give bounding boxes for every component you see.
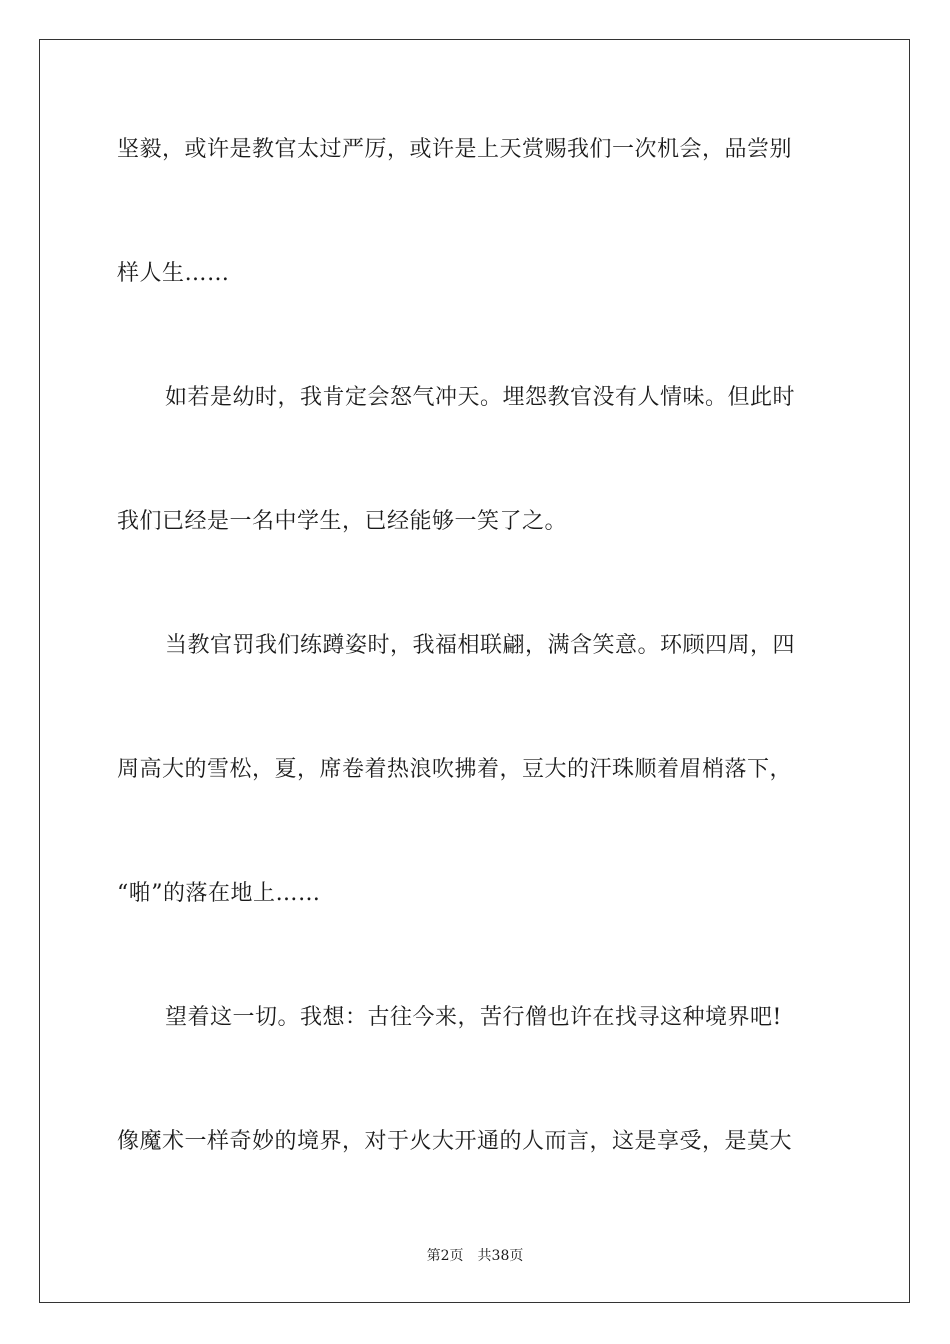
text-line-5: 当教官罚我们练蹲姿时，我福相联翩，满含笑意。环顾四周，四 [165, 633, 796, 658]
page-border [39, 39, 910, 1303]
text-line-9: 像魔术一样奇妙的境界，对于火大开通的人而言，这是享受，是莫大 [117, 1129, 793, 1154]
text-line-4: 我们已经是一名中学生，已经能够一笑了之。 [117, 509, 568, 534]
text-line-8: 望着这一切。我想：古往今来，苦行僧也许在找寻这种境界吧! [165, 1005, 782, 1030]
text-line-1: 坚毅，或许是教官太过严厉，或许是上天赏赐我们一次机会，品尝别 [117, 137, 793, 162]
text-line-6: 周高大的雪松，夏，席卷着热浪吹拂着，豆大的汗珠顺着眉梢落下， [117, 757, 793, 782]
text-line-3: 如若是幼时，我肯定会怒气冲天。埋怨教官没有人情味。但此时 [165, 385, 796, 410]
page-total: 共38页 [477, 1248, 524, 1264]
page-footer [0, 1246, 950, 1266]
page-number: 第2页 [426, 1248, 464, 1264]
text-line-2: 样人生…… [117, 261, 230, 286]
text-line-7: “啪”的落在地上…… [117, 881, 321, 906]
